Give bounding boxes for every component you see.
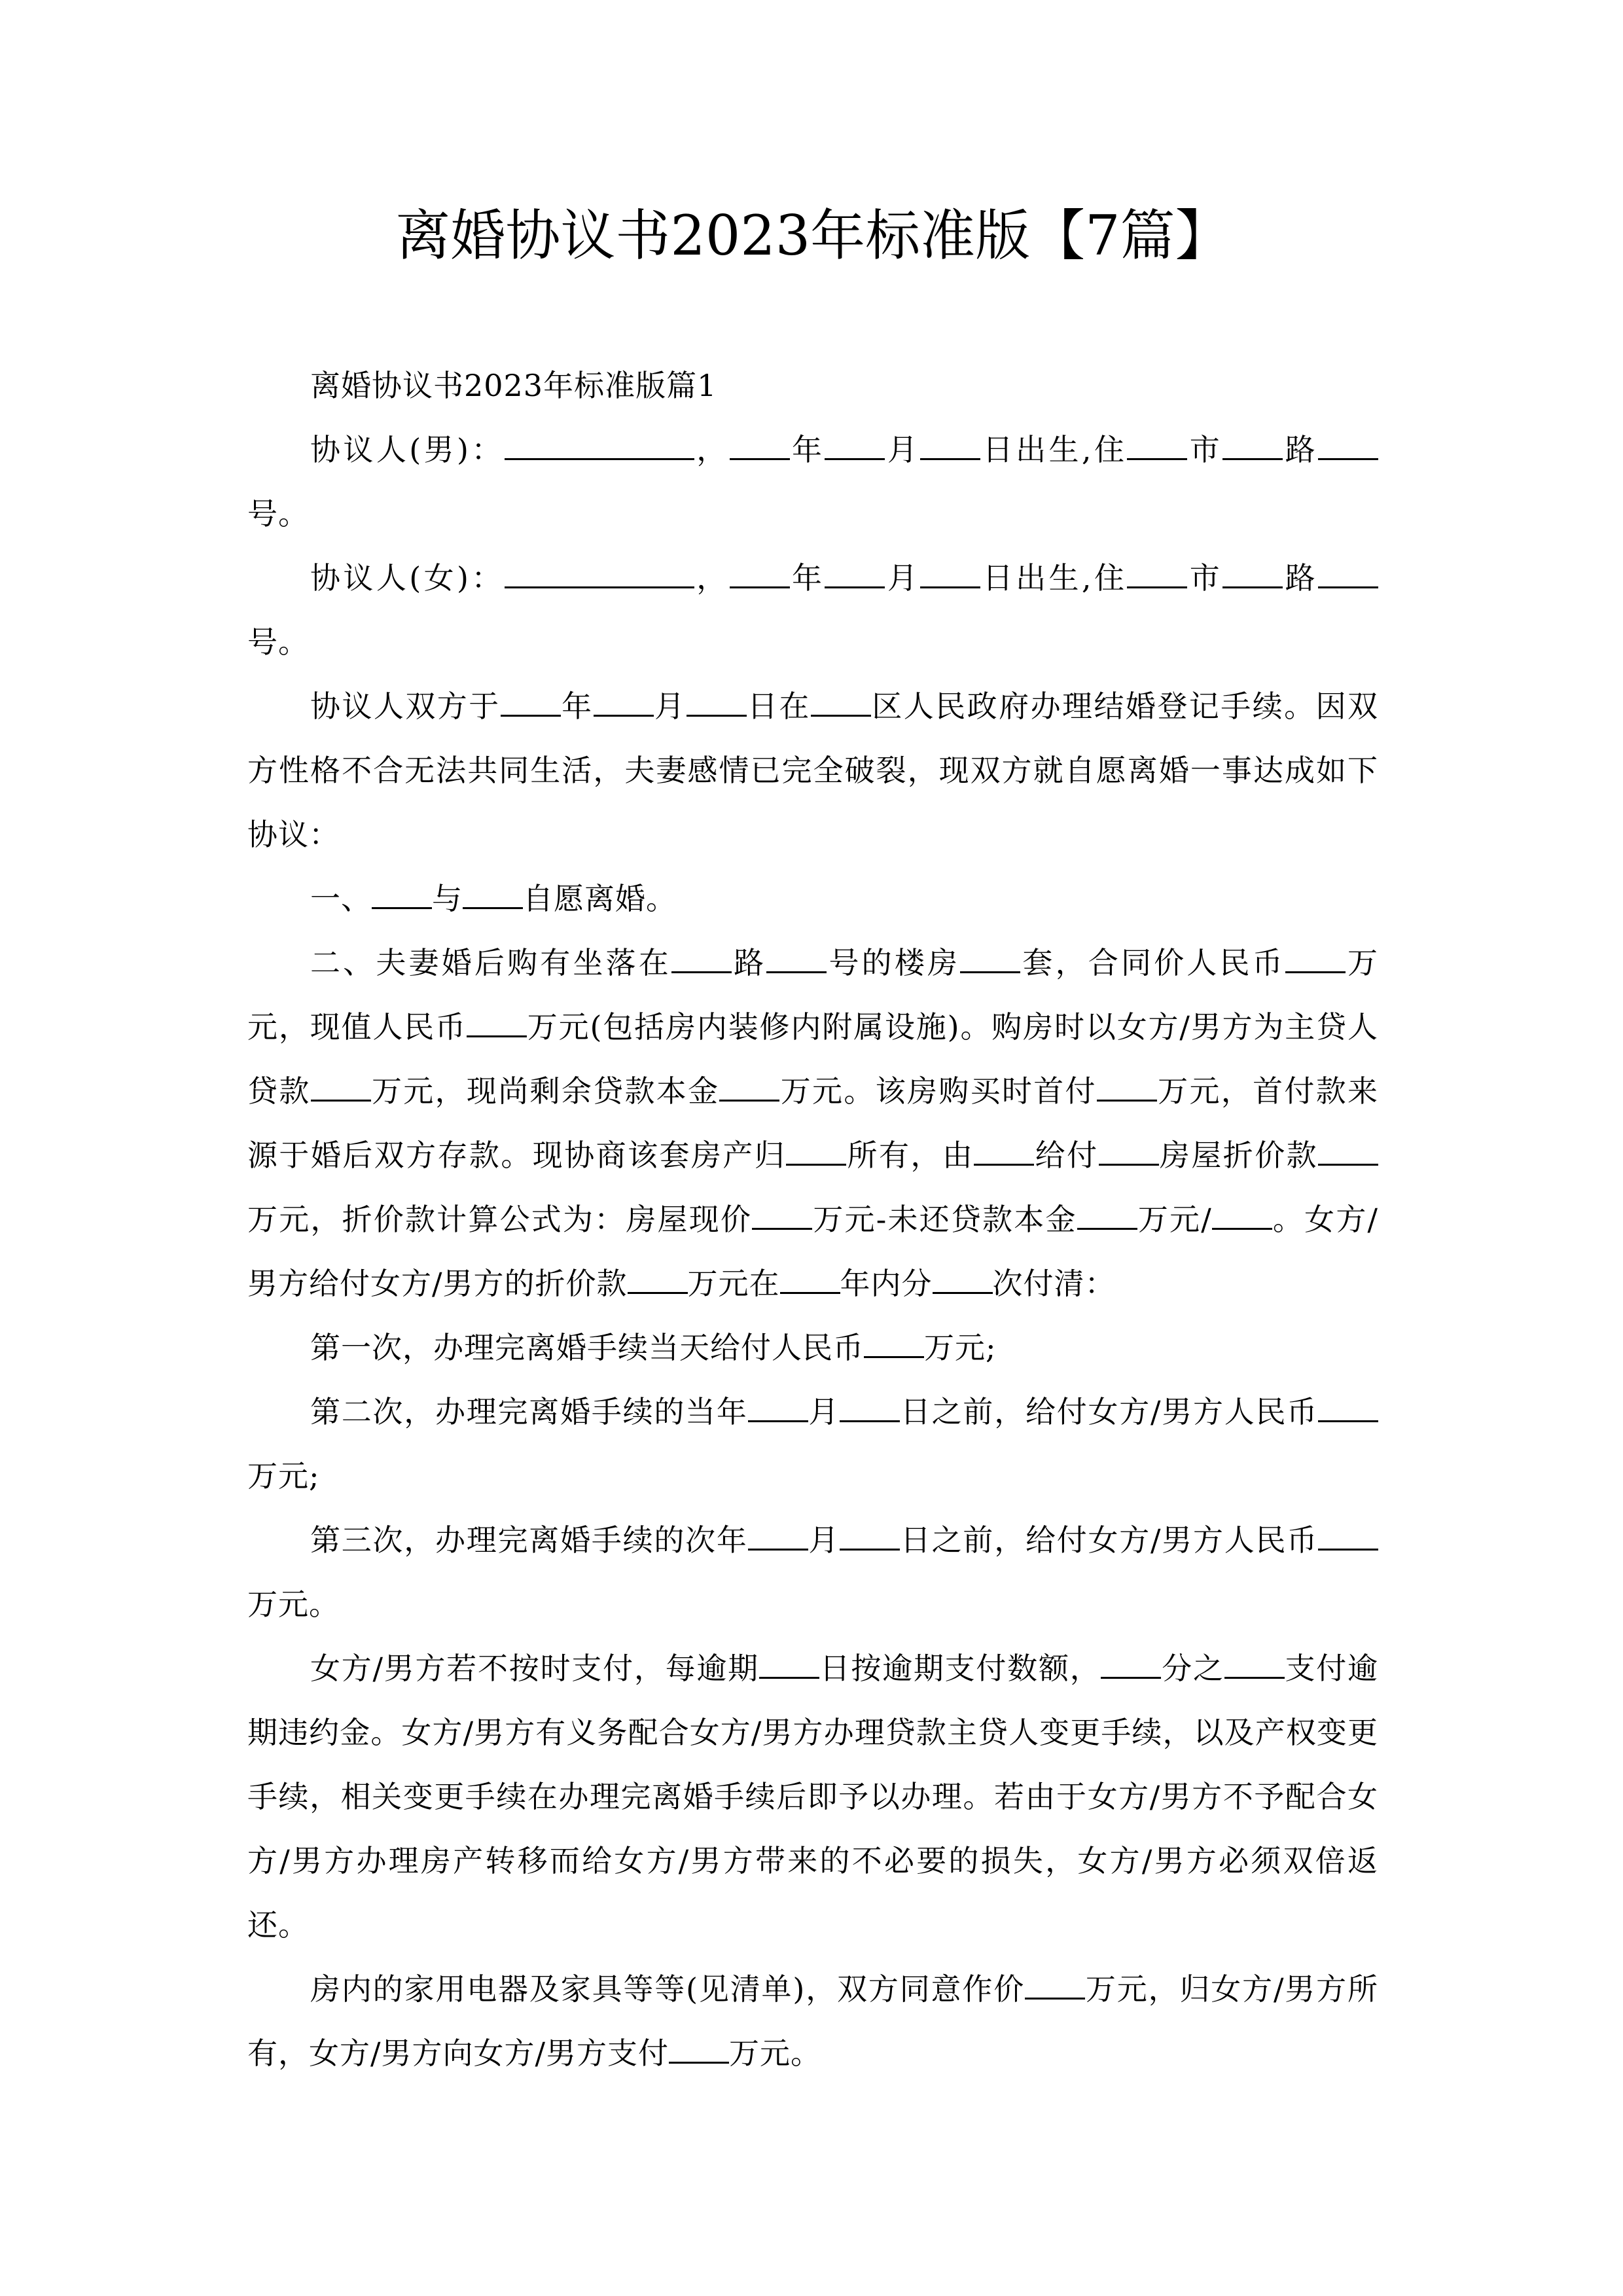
fill-in-blank <box>671 945 732 973</box>
agreement-paragraph <box>247 418 1378 546</box>
paragraph-text: 套，合同价人民币 <box>1020 945 1285 980</box>
fill-in-blank <box>1318 1138 1378 1166</box>
fill-in-blank <box>669 2036 729 2064</box>
paragraph-text: 女方/男方若不按时支付，每逾期 <box>310 1651 759 1686</box>
fill-in-blank <box>748 1522 808 1551</box>
paragraph-text: 万元(包括房内装修内附属设施)。购房时以女方/男方为主贷人贷款 <box>247 1009 1379 1109</box>
fill-in-blank <box>786 1138 846 1166</box>
paragraph-text: 万元，折价款计算公式为：房屋现价 <box>247 1202 753 1237</box>
paragraph-text: 月 <box>808 1522 840 1558</box>
fill-in-blank <box>1318 432 1378 460</box>
paragraph-text: 支付逾期违约金。女方/男方有义务配合女方/男方办理贷款主贷人变更手续，以及产权变更手续，相关变更手续在办理完离婚手续后即予以办理。若由于女方/男方不予配合女方/男方办理房产转移而给女方/男方带来的不必要的损失，女方/男方必须双倍返还。 <box>247 1651 1379 1943</box>
fill-in-blank <box>1318 1394 1378 1422</box>
paragraph-text: 年 <box>789 560 825 596</box>
paragraph-text: 万元-未还贷款本金 <box>812 1202 1077 1237</box>
paragraph-text: 年内分 <box>840 1266 933 1301</box>
fill-in-blank <box>1127 432 1187 460</box>
fill-in-blank <box>840 1522 900 1551</box>
paragraph-text: 第二次，办理完离婚手续的当年 <box>310 1394 748 1429</box>
fill-in-blank <box>463 881 523 909</box>
paragraph-text: 万元。 <box>729 2036 821 2071</box>
agreement-paragraph <box>247 546 1378 674</box>
document-body <box>247 353 1378 2085</box>
paragraph-text: 协议人(女)： <box>310 560 505 596</box>
fill-in-blank <box>372 881 432 909</box>
paragraph-text: 日之前，给付女方/男方人民币 <box>900 1394 1319 1429</box>
fill-in-blank <box>505 560 694 588</box>
paragraph-text: 万元; <box>924 1330 997 1365</box>
fill-in-blank <box>825 560 885 588</box>
paragraph-text: 二、夫妻婚后购有坐落在 <box>310 945 671 980</box>
fill-in-blank <box>825 432 885 460</box>
fill-in-blank <box>1285 945 1346 973</box>
paragraph-text: 第一次，办理完离婚手续当天给付人民币 <box>310 1330 864 1365</box>
paragraph-list <box>247 418 1378 2085</box>
document-title: 离婚协议书2023年标准版【7篇】 <box>395 204 1230 268</box>
paragraph-text: 万元; <box>247 1458 320 1494</box>
paragraph-text: 月 <box>808 1394 840 1429</box>
paragraph-text: 年 <box>789 432 825 467</box>
paragraph-text: 。女方/男方给付女方/男方的折价款 <box>247 1202 1379 1301</box>
fill-in-blank <box>933 1266 993 1294</box>
fill-in-blank <box>840 1394 900 1422</box>
paragraph-text: 年 <box>560 689 594 724</box>
fill-in-blank <box>759 1651 819 1679</box>
fill-in-blank <box>628 1266 688 1294</box>
paragraph-text: ， <box>694 432 730 467</box>
fill-in-blank <box>1101 1651 1161 1679</box>
fill-in-blank <box>1318 1522 1378 1551</box>
paragraph-text: 一、 <box>310 881 372 916</box>
paragraph-text: 次付清： <box>992 1266 1116 1301</box>
fill-in-blank <box>719 1073 779 1102</box>
agreement-paragraph <box>247 1380 1378 1508</box>
section-heading: 离婚协议书2023年标准版篇1 <box>310 368 717 403</box>
fill-in-blank <box>780 1266 840 1294</box>
paragraph-text: 号。 <box>247 496 309 531</box>
fill-in-blank <box>1077 1202 1137 1230</box>
paragraph-text: 市 <box>1187 560 1223 596</box>
paragraph-text: 万元。 <box>247 1587 340 1622</box>
paragraph-text: 路 <box>1283 560 1319 596</box>
paragraph-text: 房内的家用电器及家具等等(见清单)，双方同意作价 <box>310 1971 1026 2007</box>
agreement-paragraph <box>247 1957 1378 2085</box>
paragraph-text: 万元，现尚剩余贷款本金 <box>370 1073 720 1109</box>
fill-in-blank <box>1222 432 1283 460</box>
paragraph-text: ， <box>694 560 730 596</box>
fill-in-blank <box>974 1138 1034 1166</box>
paragraph-text: 万元，归女方/男方所有，女方/男方向女方/男方支付 <box>247 1971 1378 2071</box>
paragraph-text: 日之前，给付女方/男方人民币 <box>900 1522 1319 1558</box>
fill-in-blank <box>1127 560 1187 588</box>
paragraph-text: 自愿离婚。 <box>523 881 677 916</box>
fill-in-blank <box>1318 560 1378 588</box>
paragraph-text: 万元，首付款来源于婚后双方存款。现协商该套房产归 <box>247 1073 1378 1173</box>
fill-in-blank <box>1097 1073 1157 1102</box>
fill-in-blank <box>920 432 980 460</box>
paragraph-text: 万元在 <box>687 1266 780 1301</box>
paragraph-text: 路 <box>731 945 767 980</box>
fill-in-blank <box>1222 560 1283 588</box>
paragraph-text: 号的楼房 <box>827 945 961 980</box>
fill-in-blank <box>687 689 747 717</box>
fill-in-blank <box>594 689 654 717</box>
paragraph-text: 第三次，办理完离婚手续的次年 <box>310 1522 748 1558</box>
agreement-paragraph <box>247 931 1378 1316</box>
paragraph-text: 路 <box>1283 432 1319 467</box>
paragraph-text: 给付 <box>1034 1138 1099 1173</box>
paragraph-text: 日出生,住 <box>980 560 1128 596</box>
fill-in-blank <box>811 689 871 717</box>
paragraph-text: 日出生,住 <box>980 432 1128 467</box>
agreement-paragraph <box>247 1508 1378 1636</box>
agreement-paragraph <box>247 1316 1378 1380</box>
paragraph-text: 日在 <box>746 689 811 724</box>
paragraph-text: 万元，现值人民币 <box>247 945 1379 1045</box>
paragraph-text: 与 <box>432 881 463 916</box>
fill-in-blank <box>505 432 694 460</box>
fill-in-blank <box>748 1394 808 1422</box>
paragraph-text: 月 <box>653 689 687 724</box>
agreement-paragraph <box>247 674 1378 867</box>
fill-in-blank <box>730 560 790 588</box>
paragraph-text: 市 <box>1187 432 1223 467</box>
paragraph-text: 万元。该房购买时首付 <box>779 1073 1097 1109</box>
paragraph-text: 号。 <box>247 624 309 660</box>
fill-in-blank <box>730 432 790 460</box>
paragraph-text: 月 <box>885 560 921 596</box>
paragraph-text: 万元/ <box>1137 1202 1212 1237</box>
paragraph-text: 分之 <box>1161 1651 1224 1686</box>
fill-in-blank <box>960 945 1020 973</box>
fill-in-blank <box>1212 1202 1272 1230</box>
fill-in-blank <box>1025 1971 1085 2000</box>
fill-in-blank <box>1099 1138 1159 1166</box>
fill-in-blank <box>1224 1651 1285 1679</box>
fill-in-blank <box>752 1202 812 1230</box>
paragraph-text: 房屋折价款 <box>1158 1138 1319 1173</box>
paragraph-text: 月 <box>885 432 921 467</box>
fill-in-blank <box>766 945 827 973</box>
paragraph-text: 所有，由 <box>846 1138 974 1173</box>
paragraph-text: 区人民政府办理结婚登记手续。因双方性格不合无法共同生活，夫妻感情已完全破裂，现双方就自愿离婚一事达成如下协议： <box>247 689 1379 852</box>
paragraph-text: 日按逾期支付数额， <box>819 1651 1101 1686</box>
agreement-paragraph <box>247 1636 1378 1957</box>
fill-in-blank <box>920 560 980 588</box>
fill-in-blank <box>501 689 561 717</box>
fill-in-blank <box>864 1330 924 1358</box>
paragraph-text: 协议人(男)： <box>310 432 505 467</box>
paragraph-text: 协议人双方于 <box>310 689 501 724</box>
agreement-paragraph <box>247 867 1378 931</box>
fill-in-blank <box>467 1009 527 1037</box>
fill-in-blank <box>311 1073 371 1102</box>
